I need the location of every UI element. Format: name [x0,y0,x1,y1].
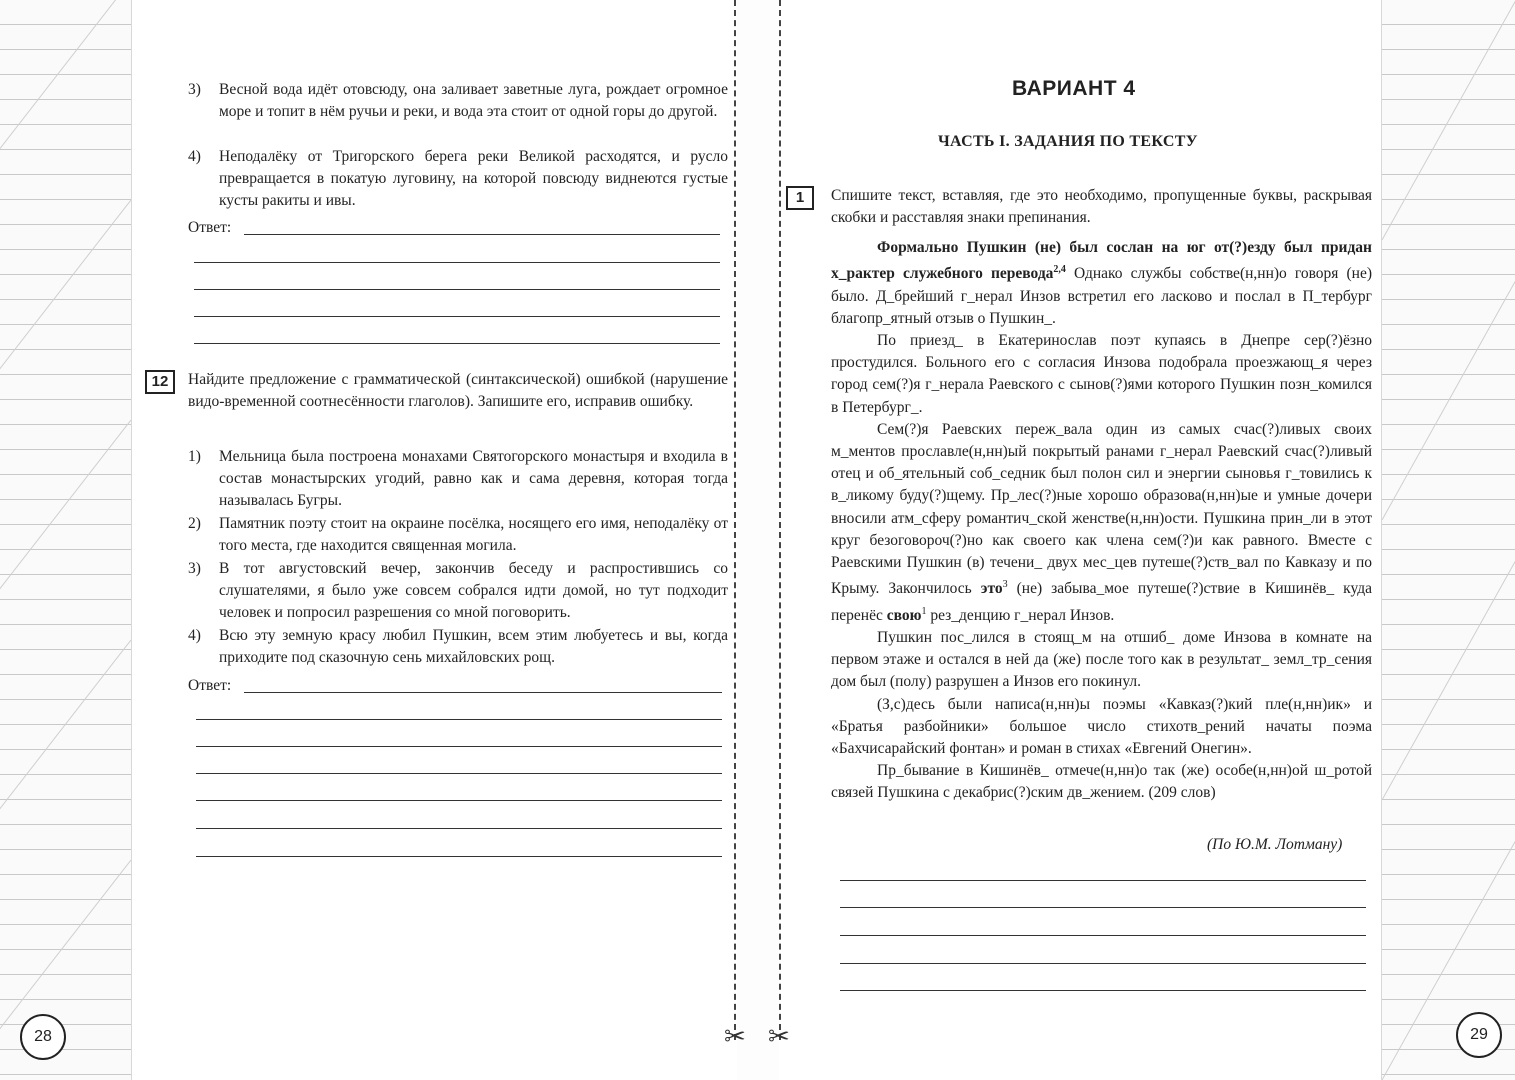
option-item [188,446,728,512]
answer-line[interactable] [196,746,722,747]
paragraph-text: Сем(?)я Раевских переж_вала один из самых счас(?)ливых своих м_ментов прославле(н,нн)ый покрытый ранами г_нерал Раевский счас(?)ливый отец и об_ятельный соб_седник был полон сил и энергии сыновья г_товились к в_ликому буду(?)щему. Пр_лес(?)ные хорошо образова(н,нн)ые и умные дочери вносили атм_сферу романтич_ской женстве(н,нн)ости. Пушкина прин_ли в этот круг безоговороч(?)но как своего как члена сем(?)и как равного. Вместе с Раевскими Пушкин (в) течени_ двух мес_цев путеше(?)ств_вал по Кавказу и по Крыму. Закончилось [831,420,1372,598]
answer-line[interactable] [194,289,720,290]
scissors-icon: ✂ [768,1022,790,1052]
page-number-left: 28 [20,1014,66,1060]
task-prompt: Найдите предложение с грамматической (синтаксической) ошибкой (нарушение видо-временной соотнесённости глаголов). Запишите его, исправив ошибку. [188,371,728,411]
dictation-paragraph [831,419,1372,627]
cut-line-right [779,0,781,1040]
dictation-paragraph: Пушкин пос_лился в стоящ_м на отшиб_ доме Инзова в комнате на первом этаже и остался в ней да (же) после того как в результат_ земл_тр_сения дом был (полу) разрушен а Инзов его покинул. [831,628,1372,691]
option-item [188,558,728,624]
paragraph-text: Однако службы собстве(н,нн)о говоря (не) было. Д_брейший г_нерал Инзов встретил его ласково и послал в П_тербург благопр_ятный отзыв о Пушкин_. [831,265,1372,327]
option-number: 3) [188,81,201,98]
source-attribution: (По Ю.М. Лотману) [1207,836,1343,853]
superscript: 1 [921,605,927,617]
superscript: 3 [1002,579,1008,591]
cut-line-left [734,0,736,1040]
option-number: 3) [188,560,201,577]
option-number: 2) [188,515,201,532]
answer-line[interactable] [244,692,722,693]
answer-line[interactable] [196,800,722,801]
dictation-text [831,237,1372,805]
option-text: Мельница была построена монахами Святогорского монастыря и входила в состав монастырских угодий, равно как и сама деревня, которая тогда называлась Бугры. [219,448,728,510]
answer-line[interactable] [840,990,1366,991]
option-item [188,513,728,557]
answer-line[interactable] [840,880,1366,881]
option-item [188,625,728,669]
answer-line[interactable] [244,234,720,235]
answer-line[interactable] [194,262,720,263]
answer-line[interactable] [196,773,722,774]
answer-line[interactable] [196,719,722,720]
bold-text: Формально Пушкин (не) был сослан на юг от(?)езду был придан х_рактер служебного перевода [831,239,1372,283]
option-item [188,79,728,145]
bold-text: свою [886,606,922,624]
option-number: 4) [188,627,201,644]
answer-line[interactable] [840,935,1366,936]
variant-title: ВАРИАНТ 4 [1012,77,1136,100]
option-text: Неподалёку от Тригорского берега реки Великой расходятся, и русло превращается в покатую луговину, на которой повсюду виднеются густые кусты ракиты и ивы. [219,148,728,210]
book-gutter [737,0,779,1080]
dictation-paragraph [831,237,1372,330]
task-number-box: 12 [145,370,175,394]
answer-label: Ответ: [188,677,232,694]
answer-line[interactable] [194,316,720,317]
answer-line[interactable] [840,907,1366,908]
paragraph-text: (не) забыва_мое путеше(?)ствие в Кишинёв_ куда перенёс [831,580,1373,624]
answer-line[interactable] [194,343,720,344]
superscript: 2,4 [1053,264,1066,276]
page-number-right: 29 [1456,1012,1502,1058]
option-item [188,146,728,212]
paragraph-text: рез_денцию г_нерал Инзов. [926,606,1115,624]
diagonal-guide-lines [1382,0,1515,1080]
diagonal-guide-lines [0,0,131,1080]
answer-line[interactable] [840,963,1366,964]
answer-line[interactable] [196,828,722,829]
option-text: Всю эту земную красу любил Пушкин, всем этим любуетесь и вы, когда приходите под сказочную сень михайловских рощ. [219,627,728,667]
option-number: 1) [188,448,201,465]
part-title: ЧАСТЬ I. ЗАДАНИЯ ПО ТЕКСТУ [938,133,1198,150]
scissors-icon: ✂ [724,1022,746,1052]
answer-label: Ответ: [188,219,232,236]
dictation-paragraph: По приезд_ в Екатеринослав поэт купаясь в Днепре сер(?)ёзно простудился. Больного его с согласия Инзова подобрала проезжающ_я через город сем(?)я г_нерала Раевского с сынов(?)ями которого Пушкин позн_комился в Петербург_. [831,331,1372,416]
option-number: 4) [188,148,201,165]
dictation-paragraph: Пр_бывание в Кишинёв_ отмече(н,нн)о так (же) особе(н,нн)ой ш_ротой связей Пушкина с декабрис(?)ским дв_жением. (209 слов) [831,762,1372,802]
option-text: В тот августовский вечер, закончив беседу и распростившись со слушателями, я было уже совсем собрался идти домой, но тут подходит человек и попросил разрешения со мной поговорить. [219,560,728,622]
option-text: Памятник поэту стоит на окраине посёлка, носящего его имя, неподалёку от того места, где находится священная могила. [219,515,728,555]
dictation-paragraph: (З,с)десь были написа(н,нн)ы поэмы «Кавказ(?)кий пле(н,нн)ик» и «Братья разбойники» большое число стихотв_рений начаты поэма «Бахчисарайский фонтан» и роман в стихах «Евгений Онегин». [831,695,1372,757]
task-prompt: Спишите текст, вставляя, где это необходимо, пропущенные буквы, раскрывая скобки и расставляя знаки препинания. [831,187,1372,227]
right-ruled-margin [1381,0,1515,1080]
task-number-box: 1 [786,186,814,210]
left-ruled-margin [0,0,132,1080]
answer-line[interactable] [196,856,722,857]
option-text: Весной вода идёт отовсюду, она заливает заветные луга, рождает огромное море и топит в нём ручьи и реки, и вода эта стоит от одной горы до другой. [219,81,728,121]
bold-text: это [980,580,1003,598]
